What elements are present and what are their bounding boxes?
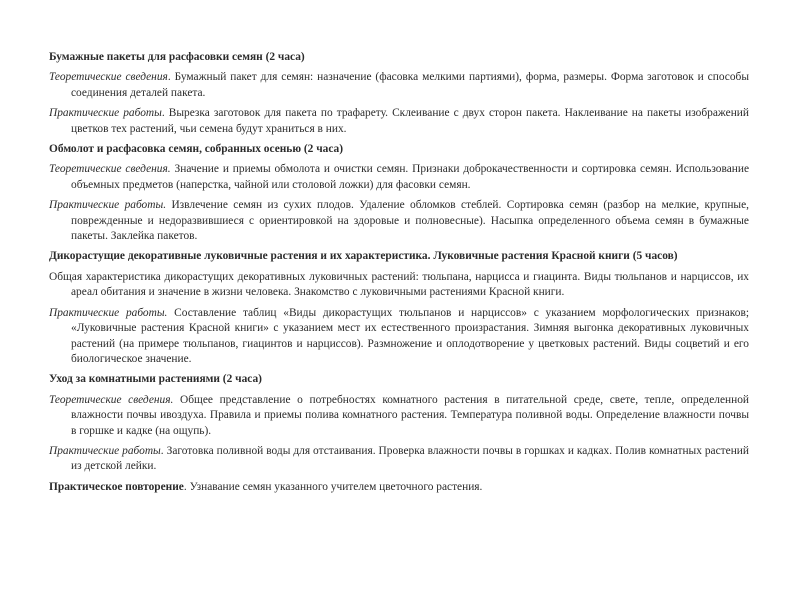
theory-paragraph: [49, 393, 749, 439]
section-heading: Обмолот и расфасовка семян, собранных осенью (2 часа): [49, 143, 344, 156]
section-heading: Бумажные пакеты для расфасовки семян (2 часа): [49, 51, 305, 63]
lead-separator: .: [167, 71, 175, 84]
theory-paragraph: [49, 70, 749, 101]
practice-text: Составление таблиц «Виды дикорастущих тюльпанов и нарциссов» с указанием морфологических признаков; «Луковичные растения Красной книги» с указанием мест их естественного произрастания. Зимняя выгонка декоративных луковичных растений (на примере тюльпанов, гиацинтов и нарциссов). Размножение и оплодотворение у цветковых растений. Виды соцветий и его биологическое значение.: [71, 306, 749, 365]
theory-paragraph: [49, 162, 749, 193]
practice-text: Извлечение семян из сухих плодов. Удаление обломков стеблей. Сортировка семян (разбор на мелкие, крупные, поврежденные и недоразвившиеся с ориентировкой на здоровые и полновесные). Насыпка определенного объема семян в бумажные пакеты. Заклейка пакетов.: [71, 199, 749, 243]
practice-lead: Практические работы: [49, 107, 162, 120]
practice-text: Вырезка заготовок для пакета по трафарету. Склеивание с двух сторон пакета. Наклеивание на пакеты изображений цветков тех растений, чьи семена будут храниться в них.: [71, 107, 749, 135]
theory-text: Бумажный пакет для семян: назначение (фасовка мелкими партиями), форма, размеры. Форма заготовок и способы соединения деталей пакета.: [71, 71, 749, 99]
practice-paragraph: [49, 306, 749, 368]
section-heading: Уход за комнатными растениями (2 часа): [49, 373, 262, 386]
theory-text: Общее представление о потребностях комнатного растения в питательной среде, свете, тепле, определенной влажности почвы ивоздуха. Правила и приемы полива комнатного растения. Температура поливной воды. Определение влажности почвы в горшке и кадке (на ощупь).: [71, 393, 749, 437]
theory-lead: Теоретические сведения.: [49, 393, 174, 406]
theory-text: Значение и приемы обмолота и очистки семян. Признаки доброкачественности и сортировка семян. Использование объемных предметов (наперстка, чайной или столовой ложки) для фасовки семян.: [71, 163, 749, 191]
section-heading: Дикорастущие декоративные луковичные растения и их характеристика. Луковичные растения Красной книги (5 часов): [49, 250, 678, 263]
practice-paragraph: [49, 444, 749, 475]
theory-lead: Теоретические сведения.: [49, 163, 171, 176]
document-page: [49, 50, 749, 500]
lead-separator: .: [183, 480, 190, 493]
practice-lead: Практические работы.: [49, 199, 167, 212]
practice-text: Заготовка поливной воды для отстаивания. Проверка влажности почвы в горшках и кадках. Полив комнатных растений из детской лейки.: [71, 444, 749, 473]
final-text: Узнавание семян указанного учителем цветочного растения.: [189, 480, 483, 493]
practice-paragraph: [49, 106, 749, 137]
theory-lead: Теоретические сведения: [49, 71, 168, 84]
final-paragraph: [49, 480, 749, 495]
lead-separator: .: [161, 107, 169, 120]
lead-separator: .: [160, 444, 167, 457]
general-paragraph: Общая характеристика дикорастущих декоративных луковичных растений: тюльпана, нарцисса и гиацинта. Виды тюльпанов и нарциссов, их ареал обитания и значение в жизни человека. Знакомство с луковичными растениями Красной книги.: [49, 270, 749, 299]
practice-lead: Практические работы.: [49, 306, 168, 319]
practice-lead: Практические работы: [49, 444, 161, 457]
practice-paragraph: [49, 198, 749, 244]
final-lead: Практическое повторение: [49, 480, 184, 493]
